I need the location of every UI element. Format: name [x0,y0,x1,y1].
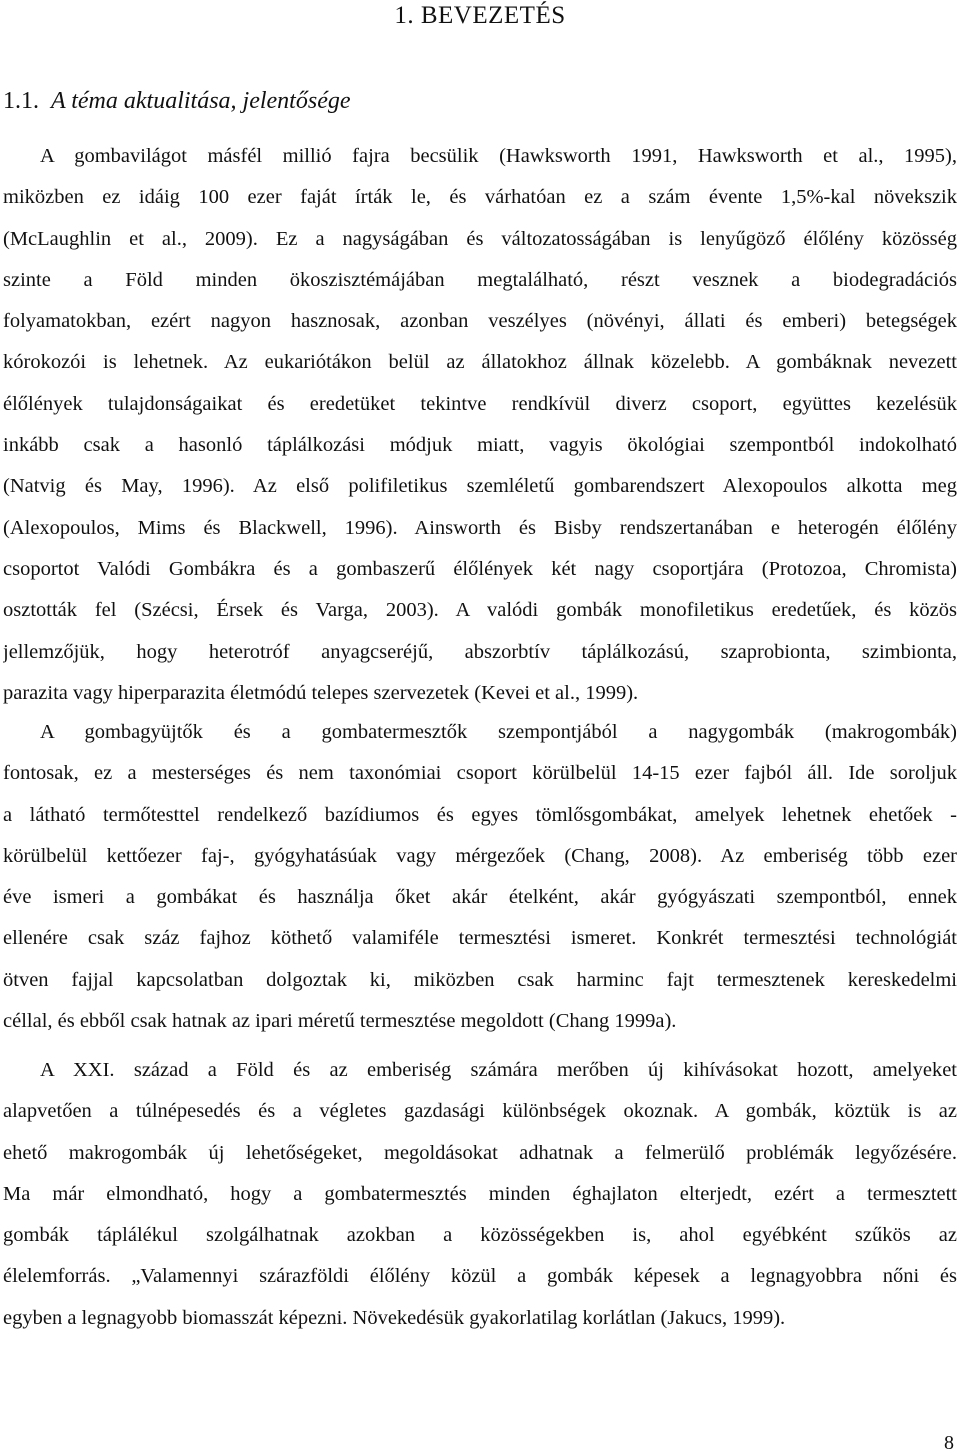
paragraph-3 [3,1050,957,1339]
text-line: egyben a legnagyobb biomasszát képezni. Növekedésük gyakorlatilag korlátlan (Jakucs, 1999). [3,1306,786,1329]
section-title: A téma aktualitása, jelentősége [51,88,351,114]
text-line: alapvetően a túlnépesedés és a végletes gazdasági különbségek okoznak. A gombák, köztük is az [3,1100,957,1123]
paragraph-2 [3,712,957,1042]
text-line: ötven fajjal kapcsolatban dolgoztak ki, miközben csak harminc fajt termesztenek kereskedelmi [3,968,957,991]
text-line: szinte a Föld minden ökoszisztémájában megtalálható, részt vesznek a biodegradációs [3,268,957,291]
text-line: körülbelül kettőezer faj-, gyógyhatásúak vagy mérgezőek (Chang, 2008). Az emberiség több ezer [3,844,957,867]
text-line: (Natvig és May, 1996). Az első polifiletikus szemléletű gombarendszert Alexopoulos alkotta meg [3,475,957,498]
text-line: csoportot Valódi Gombákra és a gombaszerű élőlények két nagy csoportjára (Protozoa, Chromista) [3,557,957,580]
section-number: 1.1. [3,88,39,114]
text-line: a látható termőtesttel rendelkező bazídiumos és egyes tömlősgombákat, amelyek lehetnek ehetőek - [3,803,957,826]
text-line: parazita vagy hiperparazita életmódú telepes szervezetek (Kevei et al., 1999). [3,681,639,704]
text-line: élelemforrás. „Valamennyi szárazföldi élőlény közül a gombák képesek a legnagyobbra nőni és [3,1265,957,1288]
text-line: inkább csak a hasonló táplálkozási módjuk miatt, vagyis ökológiai szempontból indokolható [3,434,957,457]
text-line: ehető makrogombák új lehetőségeket, megoldásokat adhatnak a felmerülő problémák legyőzésére. [3,1141,957,1164]
section-heading [3,88,351,115]
text-line: (McLaughlin et al., 2009). Ez a nagyságában és változatosságában is lenyűgöző élőlény közösség [3,227,957,250]
text-line: A XXI. század a Föld és az emberiség számára merőben új kihívásokat hozott, amelyeket [40,1059,957,1081]
text-line: folyamatokban, ezért nagyon hasznosak, azonban veszélyes (növényi, állati és emberi) betegségek [3,310,957,333]
text-line: ellenére csak száz fajhoz köthető valamiféle termesztési ismeret. Konkrét termesztési technológiát [3,927,957,950]
text-line: osztották fel (Szécsi, Érsek és Varga, 2003). A valódi gombák monofiletikus eredetűek, és közös [3,599,957,622]
text-line: A gombavilágot másfél millió fajra becsülik (Hawksworth 1991, Hawksworth et al., 1995), [40,145,957,167]
text-line: gombák táplálékul szolgálhatnak azokban a közösségekben is, ahol egyébként szűkös az [3,1224,957,1247]
page-number: 8 [944,1432,954,1454]
text-line: élőlények tulajdonságaikat és eredetüket tekintve rendkívül diverz csoport, együttes kezelésük [3,392,957,415]
text-line: A gombagyüjtők és a gombatermesztők szempontjából a nagygombák (makrogombák) [40,721,957,743]
chapter-heading: 1. BEVEZETÉS [394,2,566,29]
text-line: céllal, és ebből csak hatnak az ipari méretű termesztése megoldott (Chang 1999a). [3,1010,677,1033]
text-line: miközben ez idáig 100 ezer faját írták le, és várhatóan ez a szám évente 1,5%-kal növekszik [3,186,957,209]
text-line: fontosak, ez a mesterséges és nem taxonómiai csoport körülbelül 14-15 ezer fajból áll. Ide soroljuk [3,762,957,785]
text-line: kórokozói is lehetnek. Az eukariótákon belül az állatokhoz állnak közelebb. A gombáknak nevezett [3,351,957,374]
paragraph-1 [3,136,957,714]
text-line: jellemzőjük, hogy heterotróf anyagcseréjű, abszorbtív táplálkozású, szaprobionta, szimbionta, [3,640,957,663]
text-line: (Alexopoulos, Mims és Blackwell, 1996). Ainsworth és Bisby rendszertanában e heterogén élőlény [3,516,957,539]
text-line: Ma már elmondható, hogy a gombatermesztés minden éghajlaton elterjedt, ezért a termesztett [3,1182,957,1205]
text-line: éve ismeri a gombákat és használja őket akár ételként, akár gyógyászati szempontból, ennek [3,886,957,909]
